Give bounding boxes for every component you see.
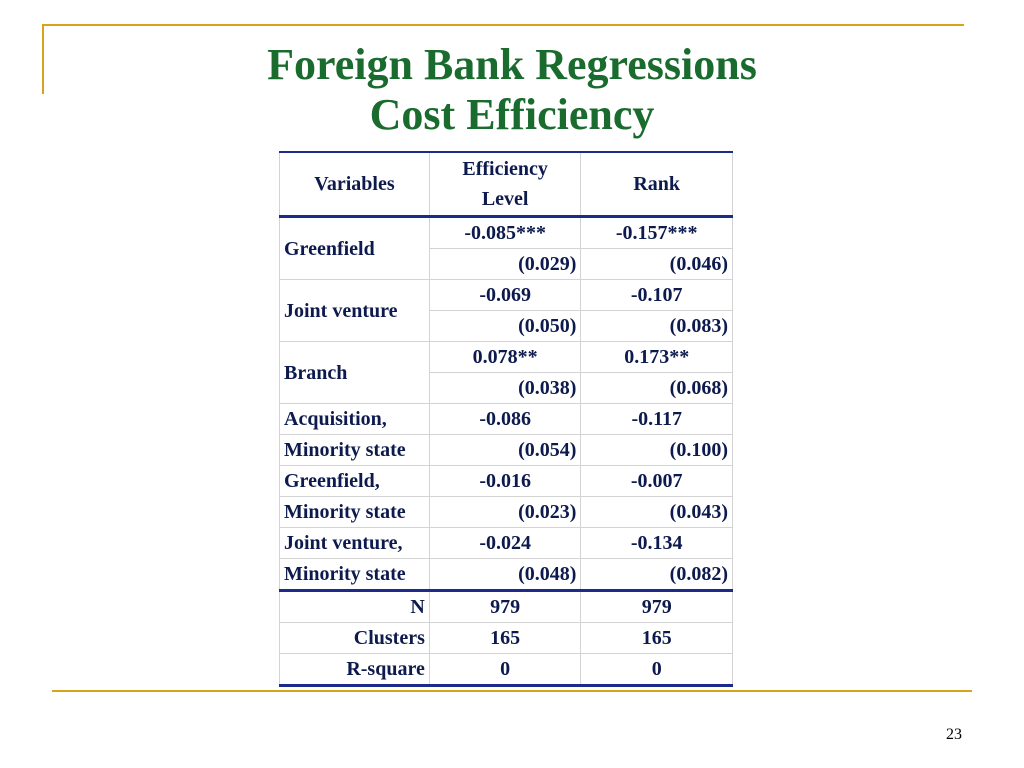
stats-row-r-square <box>280 654 733 686</box>
table-row-se <box>280 559 733 591</box>
header-efficiency-line1: Efficiency <box>462 158 548 180</box>
variable-name-line1: Acquisition, <box>280 404 430 435</box>
rank-coefficient: -0.117 <box>581 404 733 435</box>
table-row <box>280 528 733 559</box>
table-row-se <box>280 435 733 466</box>
stats-row-clusters <box>280 623 733 654</box>
rank-coefficient: -0.134 <box>581 528 733 559</box>
stat-label: R-square <box>280 654 430 686</box>
stat-label: N <box>280 591 430 623</box>
table-row <box>280 466 733 497</box>
header-rank: Rank <box>581 152 733 217</box>
stats-row-n <box>280 591 733 623</box>
rank-std-error: (0.083) <box>581 311 733 342</box>
stat-efficiency-value: 0 <box>429 654 581 686</box>
decorative-top-line <box>42 24 964 26</box>
decorative-bottom-line <box>52 690 972 692</box>
variable-name-line2: Minority state <box>280 435 430 466</box>
stat-rank-value: 979 <box>581 591 733 623</box>
efficiency-std-error: (0.054) <box>429 435 581 466</box>
variable-name-line1: Joint venture, <box>280 528 430 559</box>
slide-title <box>0 40 1024 140</box>
table-row <box>280 342 733 373</box>
table-row <box>280 404 733 435</box>
variable-name: Joint venture <box>280 280 430 342</box>
efficiency-std-error: (0.038) <box>429 373 581 404</box>
stat-efficiency-value: 165 <box>429 623 581 654</box>
stat-rank-value: 165 <box>581 623 733 654</box>
table-header-row <box>280 152 733 217</box>
header-variables: Variables <box>280 152 430 217</box>
table-row <box>280 280 733 311</box>
regression-table <box>279 151 733 687</box>
efficiency-std-error: (0.023) <box>429 497 581 528</box>
rank-std-error: (0.046) <box>581 249 733 280</box>
stat-efficiency-value: 979 <box>429 591 581 623</box>
efficiency-coefficient: -0.016 <box>429 466 581 497</box>
slide-title-line1: Foreign Bank Regressions <box>267 40 757 89</box>
efficiency-coefficient: -0.024 <box>429 528 581 559</box>
efficiency-std-error: (0.029) <box>429 249 581 280</box>
header-efficiency-line2: Level <box>481 188 529 210</box>
rank-coefficient: 0.173** <box>581 342 733 373</box>
page-number: 23 <box>946 726 962 743</box>
rank-coefficient: -0.157*** <box>581 217 733 249</box>
efficiency-std-error: (0.048) <box>429 559 581 591</box>
rank-std-error: (0.082) <box>581 559 733 591</box>
efficiency-coefficient: 0.078** <box>429 342 581 373</box>
rank-coefficient: -0.007 <box>581 466 733 497</box>
variable-name-line1: Greenfield, <box>280 466 430 497</box>
efficiency-coefficient: -0.086 <box>429 404 581 435</box>
rank-coefficient: -0.107 <box>581 280 733 311</box>
efficiency-coefficient: -0.069 <box>429 280 581 311</box>
variable-name: Greenfield <box>280 217 430 280</box>
stat-label: Clusters <box>280 623 430 654</box>
header-efficiency-level <box>429 152 581 217</box>
rank-std-error: (0.100) <box>581 435 733 466</box>
table-row <box>280 217 733 249</box>
variable-name-line2: Minority state <box>280 497 430 528</box>
variable-name-line2: Minority state <box>280 559 430 591</box>
efficiency-std-error: (0.050) <box>429 311 581 342</box>
variable-name: Branch <box>280 342 430 404</box>
stat-rank-value: 0 <box>581 654 733 686</box>
slide-title-line2: Cost Efficiency <box>369 90 655 139</box>
efficiency-coefficient: -0.085*** <box>429 217 581 249</box>
rank-std-error: (0.068) <box>581 373 733 404</box>
table-row-se <box>280 497 733 528</box>
rank-std-error: (0.043) <box>581 497 733 528</box>
